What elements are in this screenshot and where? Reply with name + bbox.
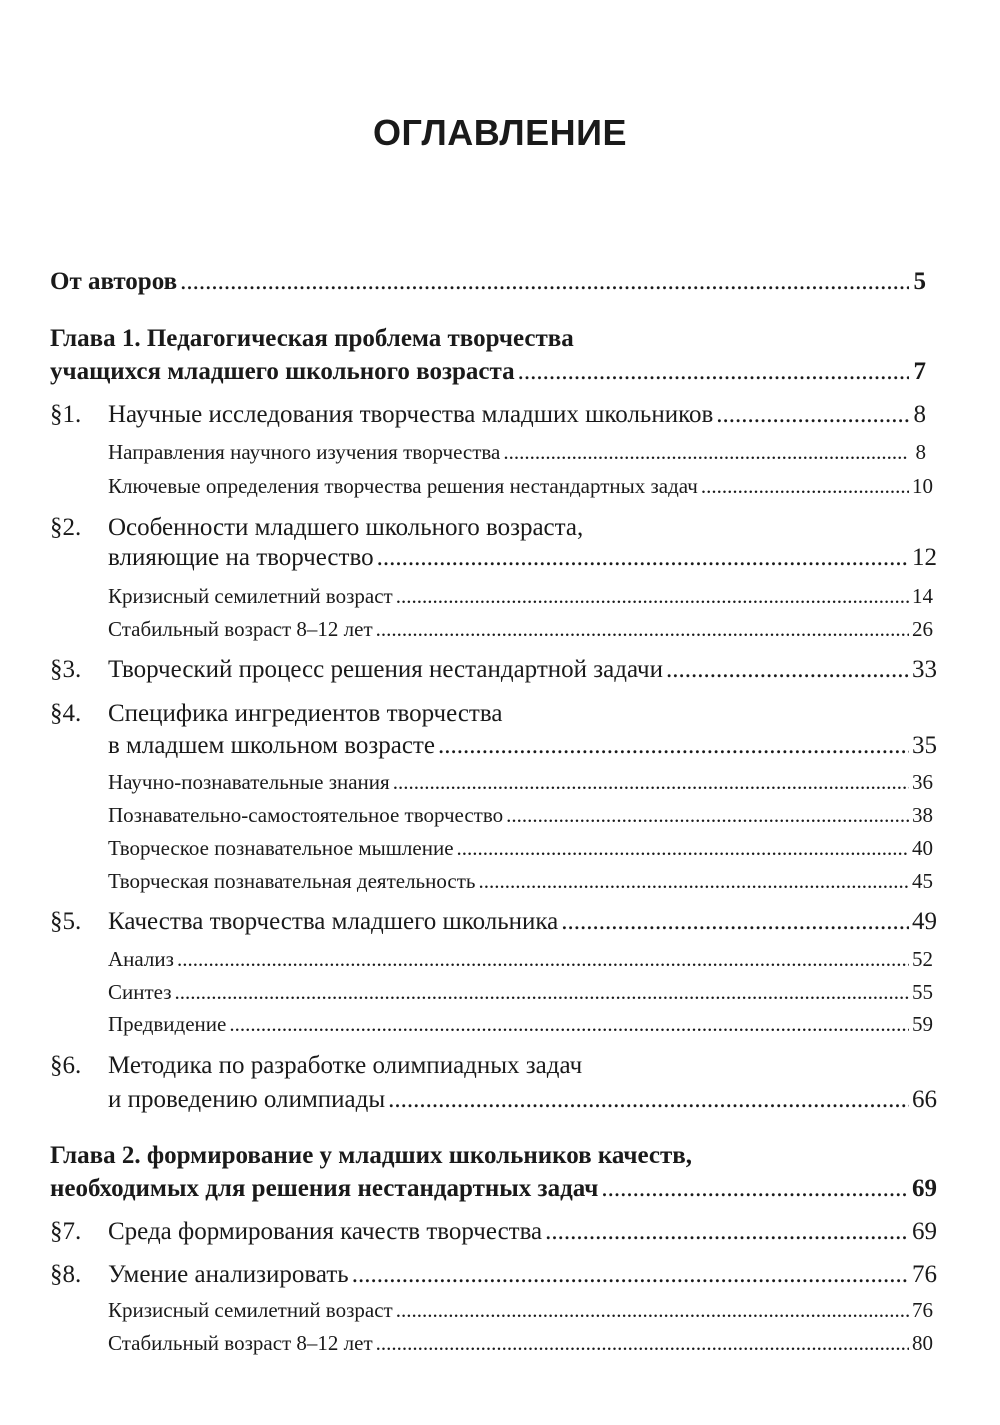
toc-entry-section-8[interactable] [108, 1261, 937, 1289]
dot-leader [396, 584, 909, 609]
dot-leader [545, 1218, 909, 1246]
toc-subentry[interactable] [108, 947, 933, 972]
dot-leader [377, 544, 909, 572]
dot-leader [478, 869, 909, 894]
toc-page-number: 33 [912, 656, 937, 683]
dot-leader [396, 1298, 909, 1323]
section-number: §8. [50, 1261, 82, 1288]
dot-leader [177, 947, 909, 972]
dot-leader [457, 836, 909, 861]
page-title: ОГЛАВЛЕНИЕ [372, 112, 628, 153]
toc-subentry[interactable] [108, 440, 926, 465]
toc-page-number: 59 [912, 1012, 933, 1036]
toc-page-number: 14 [912, 584, 933, 608]
toc-entry-title: Умение анализировать [108, 1261, 349, 1288]
toc-subentry-title: Стабильный возраст 8–12 лет [108, 1331, 373, 1355]
section-4-title-line1[interactable]: Специфика ингредиентов творчества [108, 700, 503, 727]
toc-page-number: 69 [912, 1218, 937, 1245]
toc-page-number: 80 [912, 1331, 933, 1355]
dot-leader [376, 1331, 909, 1356]
toc-entry-section-3[interactable] [108, 656, 937, 684]
toc-entry-title: От авторов [50, 268, 178, 295]
toc-subentry[interactable] [108, 770, 933, 795]
toc-subentry-title: Стабильный возраст 8–12 лет [108, 617, 373, 641]
toc-subentry[interactable] [108, 1012, 933, 1037]
toc-entry-title: учащихся младшего школьного возраста [50, 358, 515, 385]
section-number: §4. [50, 700, 82, 727]
toc-subentry[interactable] [108, 836, 933, 861]
toc-subentry-title: Кризисный семилетний возраст [108, 584, 393, 608]
dot-leader [701, 474, 909, 499]
toc-subentry-title: Творческая познавательная деятельность [108, 869, 476, 893]
toc-entry-section-5[interactable] [108, 908, 937, 936]
section-number: §6. [50, 1052, 82, 1079]
dot-leader [438, 732, 909, 760]
section-number: §1. [50, 401, 82, 428]
toc-page-number: 35 [912, 732, 937, 759]
toc-page-number: 45 [912, 869, 933, 893]
toc-entry-section-2[interactable] [108, 544, 937, 572]
toc-page-number: 8 [913, 401, 926, 428]
dot-leader [503, 440, 909, 465]
toc-page-number: 69 [912, 1175, 937, 1202]
section-6-title-line1[interactable]: Методика по разработке олимпиадных задач [108, 1052, 583, 1079]
toc-entry-title: Научные исследования творчества младших школьников [108, 401, 714, 428]
toc-page-number: 7 [913, 358, 926, 385]
toc-page-number: 55 [912, 980, 933, 1004]
toc-entry-title: и проведению олимпиады [108, 1086, 386, 1113]
toc-subentry-title: Творческое познавательное мышление [108, 836, 454, 860]
toc-entry-title: Качества творчества младшего школьника [108, 908, 559, 935]
toc-subentry-title: Предвидение [108, 1012, 227, 1036]
dot-leader [561, 908, 909, 936]
toc-page-number: 76 [912, 1298, 933, 1322]
dot-leader [601, 1175, 909, 1203]
toc-subentry[interactable] [108, 474, 933, 499]
dot-leader [229, 1012, 909, 1037]
dot-leader [393, 770, 909, 795]
toc-subentry-title: Познавательно-самостоятельное творчество [108, 803, 504, 827]
dot-leader [518, 358, 909, 386]
toc-entry-section-6[interactable] [108, 1086, 937, 1114]
toc-page-number: 8 [915, 440, 926, 464]
chapter1-title-line1[interactable]: Глава 1. Педагогическая проблема творчества [50, 325, 574, 352]
dot-leader [175, 980, 909, 1005]
toc-entry-section-7[interactable] [108, 1218, 937, 1246]
toc-page-number: 49 [912, 908, 937, 935]
toc-page-number: 52 [912, 947, 933, 971]
toc-page-number: 10 [912, 474, 933, 498]
toc-subentry[interactable] [108, 1331, 933, 1356]
toc-page-number: 66 [912, 1086, 937, 1113]
toc-subentry[interactable] [108, 980, 933, 1005]
toc-subentry[interactable] [108, 584, 933, 609]
toc-entry-section-4[interactable] [108, 732, 937, 760]
section-2-title-line1[interactable]: Особенности младшего школьного возраста, [108, 514, 584, 541]
dot-leader [376, 617, 909, 642]
toc-subentry[interactable] [108, 1298, 933, 1323]
section-number: §5. [50, 908, 82, 935]
toc-page-number: 12 [912, 544, 937, 571]
section-number: §3. [50, 656, 82, 683]
toc-entry-section-1[interactable] [108, 401, 926, 429]
toc-page-number: 5 [913, 268, 926, 295]
dot-leader [180, 268, 909, 296]
toc-subentry-title: Ключевые определения творчества решения нестандартных задач [108, 474, 698, 498]
dot-leader [666, 656, 909, 684]
toc-subentry-title: Кризисный семилетний возраст [108, 1298, 393, 1322]
toc-entry-title: Среда формирования качеств творчества [108, 1218, 543, 1245]
toc-subentry[interactable] [108, 617, 933, 642]
toc-entry-title: в младшем школьном возрасте [108, 732, 435, 759]
toc-entry-title: влияющие на творчество [108, 544, 374, 571]
toc-page-number: 36 [912, 770, 933, 794]
toc-subentry-title: Синтез [108, 980, 172, 1004]
dot-leader [388, 1086, 909, 1114]
toc-entry-preface[interactable] [50, 268, 926, 296]
toc-subentry-title: Научно-познавательные знания [108, 770, 390, 794]
dot-leader [716, 401, 909, 429]
chapter2-title-line1[interactable]: Глава 2. формирование у младших школьников качеств, [50, 1142, 693, 1169]
toc-page-number: 38 [912, 803, 933, 827]
section-number: §7. [50, 1218, 82, 1245]
toc-entry-title: необходимых для решения нестандартных задач [50, 1175, 599, 1202]
toc-entry-chapter1[interactable] [50, 358, 926, 386]
dot-leader [506, 803, 909, 828]
dot-leader [352, 1261, 909, 1289]
toc-subentry-title: Направления научного изучения творчества [108, 440, 501, 464]
toc-subentry[interactable] [108, 803, 933, 828]
toc-page-number: 26 [912, 617, 933, 641]
toc-entry-chapter2[interactable] [50, 1175, 937, 1203]
section-number: §2. [50, 514, 82, 541]
toc-page-number: 76 [912, 1261, 937, 1288]
toc-entry-title: Творческий процесс решения нестандартной задачи [108, 656, 664, 683]
toc-subentry[interactable] [108, 869, 933, 894]
toc-page-number: 40 [912, 836, 933, 860]
toc-subentry-title: Анализ [108, 947, 174, 971]
